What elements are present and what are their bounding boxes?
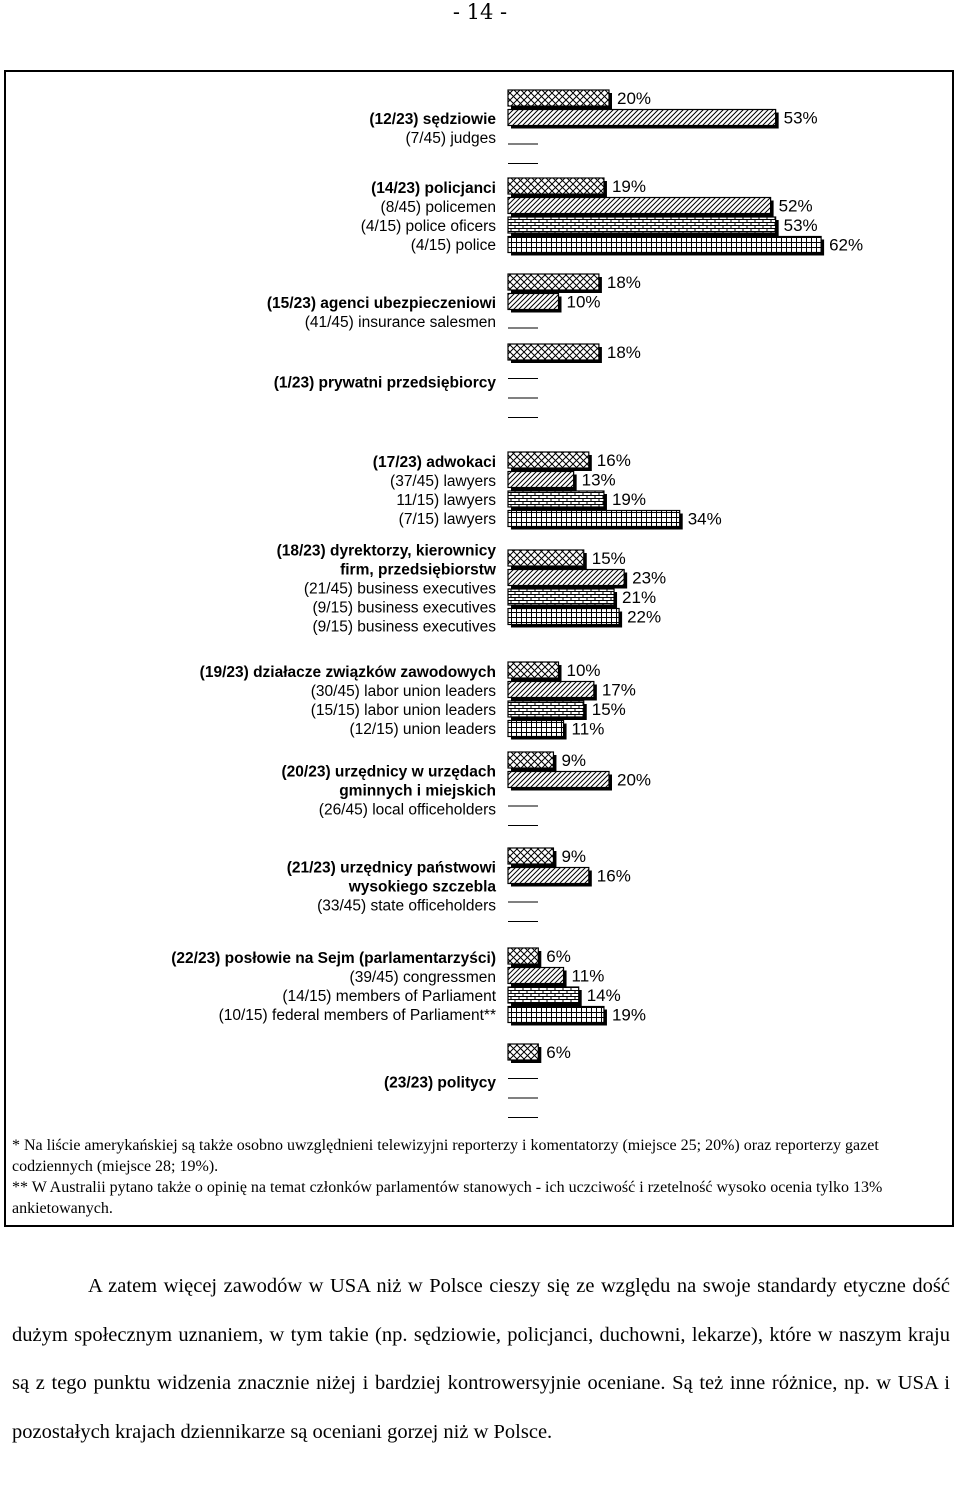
category-label: (33/45) state officeholders bbox=[317, 897, 496, 915]
category-label: (4/15) police oficers bbox=[360, 218, 496, 235]
category-label: (41/45) insurance salesmen bbox=[304, 314, 496, 331]
value-label: 14% bbox=[586, 986, 621, 1005]
bar-chart bbox=[6, 72, 952, 1132]
category-label: (7/15) lawyers bbox=[398, 511, 496, 528]
value-label: 6% bbox=[546, 1043, 571, 1062]
bar bbox=[508, 294, 559, 310]
category-label: (30/45) labor union leaders bbox=[310, 683, 496, 700]
category-label: (39/45) congressmen bbox=[349, 969, 496, 986]
bar bbox=[508, 987, 579, 1003]
category-label: (14/15) members of Parliament bbox=[282, 988, 496, 1005]
category-label: (9/15) business executives bbox=[312, 618, 496, 636]
category-label: (9/15) business executives bbox=[312, 599, 496, 617]
category-label: (17/23) adwokaci bbox=[372, 454, 496, 471]
category-label: (15/15) labor union leaders bbox=[310, 702, 496, 719]
value-label: 19% bbox=[611, 1005, 646, 1025]
category-label: (8/45) policemen bbox=[380, 199, 496, 216]
value-label: 21% bbox=[622, 588, 657, 607]
value-label: 52% bbox=[778, 196, 813, 216]
bar bbox=[508, 682, 594, 698]
bar bbox=[508, 274, 599, 290]
category-label: firm, przedsiębiorstw bbox=[340, 561, 496, 579]
category-label: (7/45) judges bbox=[405, 130, 496, 147]
bar bbox=[508, 472, 574, 488]
category-label: (22/23) posłowie na Sejm (parlamentarzyści) bbox=[171, 950, 496, 967]
bar bbox=[508, 701, 584, 717]
value-label: 15% bbox=[591, 549, 626, 568]
bar bbox=[508, 752, 553, 768]
category-label: (1/23) prywatni przedsiębiorcy bbox=[273, 374, 496, 392]
value-label: 23% bbox=[632, 568, 667, 588]
footnotes bbox=[12, 1135, 942, 1219]
category-label: (23/23) politycy bbox=[384, 1074, 496, 1092]
value-label: 22% bbox=[627, 607, 662, 627]
bar bbox=[508, 721, 564, 737]
category-label: (15/23) agenci ubezpieczeniowi bbox=[266, 295, 496, 312]
bar bbox=[508, 1044, 538, 1060]
category-label: (26/45) local officeholders bbox=[318, 801, 496, 819]
value-label: 6% bbox=[546, 947, 571, 966]
body-paragraph: A zatem więcej zawodów w USA niż w Polsce cieszy się ze względu na swoje standardy etyczne dość dużym społecznym uznaniem, w tym takie (np. sędziowie, policjanci, duchowni, lekarze), które w naszym kraju są z tego punktu widzenia znacznie niżej i bardziej kontrowersyjnie oceniane. Są też inne różnice, np. w USA i pozostałych krajach dziennikarze są oceniani gorzej niż w Polsce. bbox=[12, 1275, 950, 1443]
bar bbox=[508, 344, 599, 360]
value-label: 53% bbox=[783, 108, 818, 128]
bar bbox=[508, 868, 589, 884]
value-label: 20% bbox=[617, 770, 652, 790]
category-label: wysokiego szczebla bbox=[348, 878, 496, 896]
value-label: 9% bbox=[561, 847, 587, 866]
category-label: (14/23) policjanci bbox=[371, 180, 496, 197]
category-label: (37/45) lawyers bbox=[390, 473, 496, 490]
page-number: - 14 - bbox=[452, 0, 508, 24]
footnote-2: ** W Australii pytano także o opinię na temat członków parlamentów stanowych - ich uczciwość i rzetelność wysoko ocenia tylko 13% ankietowanych. bbox=[12, 1179, 883, 1217]
bar bbox=[508, 772, 609, 788]
bar bbox=[508, 217, 776, 233]
bar bbox=[508, 570, 624, 586]
bar bbox=[508, 609, 619, 625]
value-label: 18% bbox=[606, 273, 641, 292]
footnote-1: * Na liście amerykańskiej są także osobno uwzględnieni telewizyjni reporterzy i komentatorzy (miejsce 25; 20%) oraz reporterzy gazet codziennych (miejsce 28; 19%). bbox=[12, 1137, 879, 1175]
category-label: (20/23) urzędnicy w urzędach bbox=[281, 763, 496, 781]
value-label: 19% bbox=[611, 490, 646, 509]
value-label: 16% bbox=[596, 866, 631, 886]
category-label: gminnych i miejskich bbox=[339, 782, 496, 800]
bar bbox=[508, 511, 680, 527]
bar bbox=[508, 178, 604, 194]
bar bbox=[508, 1007, 604, 1023]
category-label: (19/23) działacze związków zawodowych bbox=[199, 664, 496, 681]
bar bbox=[508, 948, 538, 964]
value-label: 20% bbox=[617, 89, 652, 108]
category-label: (12/23) sędziowie bbox=[369, 111, 496, 128]
category-label: (12/15) union leaders bbox=[349, 721, 496, 738]
value-label: 19% bbox=[611, 177, 646, 196]
bar bbox=[508, 968, 564, 984]
value-label: 16% bbox=[596, 451, 631, 470]
bar bbox=[508, 237, 821, 253]
value-label: 10% bbox=[566, 292, 601, 312]
value-label: 53% bbox=[783, 216, 818, 235]
category-label: (18/23) dyrektorzy, kierownicy bbox=[276, 542, 496, 560]
survey-chart-frame bbox=[4, 70, 954, 1227]
category-label: (21/23) urzędnicy państwowi bbox=[286, 859, 496, 877]
bar bbox=[508, 198, 771, 214]
value-label: 11% bbox=[571, 719, 605, 739]
category-label: (10/15) federal members of Parliament** bbox=[218, 1007, 496, 1024]
value-label: 9% bbox=[561, 751, 587, 770]
bar bbox=[508, 662, 559, 678]
bar bbox=[508, 452, 589, 468]
value-label: 18% bbox=[606, 343, 641, 362]
value-label: 10% bbox=[566, 661, 601, 680]
bar bbox=[508, 589, 614, 605]
bar bbox=[508, 90, 609, 106]
bar bbox=[508, 491, 604, 507]
bar bbox=[508, 110, 776, 126]
value-label: 15% bbox=[591, 700, 626, 719]
bar bbox=[508, 848, 553, 864]
value-label: 13% bbox=[581, 470, 616, 490]
bar bbox=[508, 550, 584, 566]
category-label: (4/15) police bbox=[410, 237, 496, 254]
value-label: 34% bbox=[687, 509, 722, 529]
value-label: 17% bbox=[601, 680, 636, 700]
value-label: 11% bbox=[571, 966, 605, 986]
category-label: 11/15) lawyers bbox=[396, 492, 496, 509]
category-label: (21/45) business executives bbox=[303, 580, 496, 598]
value-label: 62% bbox=[829, 235, 864, 255]
